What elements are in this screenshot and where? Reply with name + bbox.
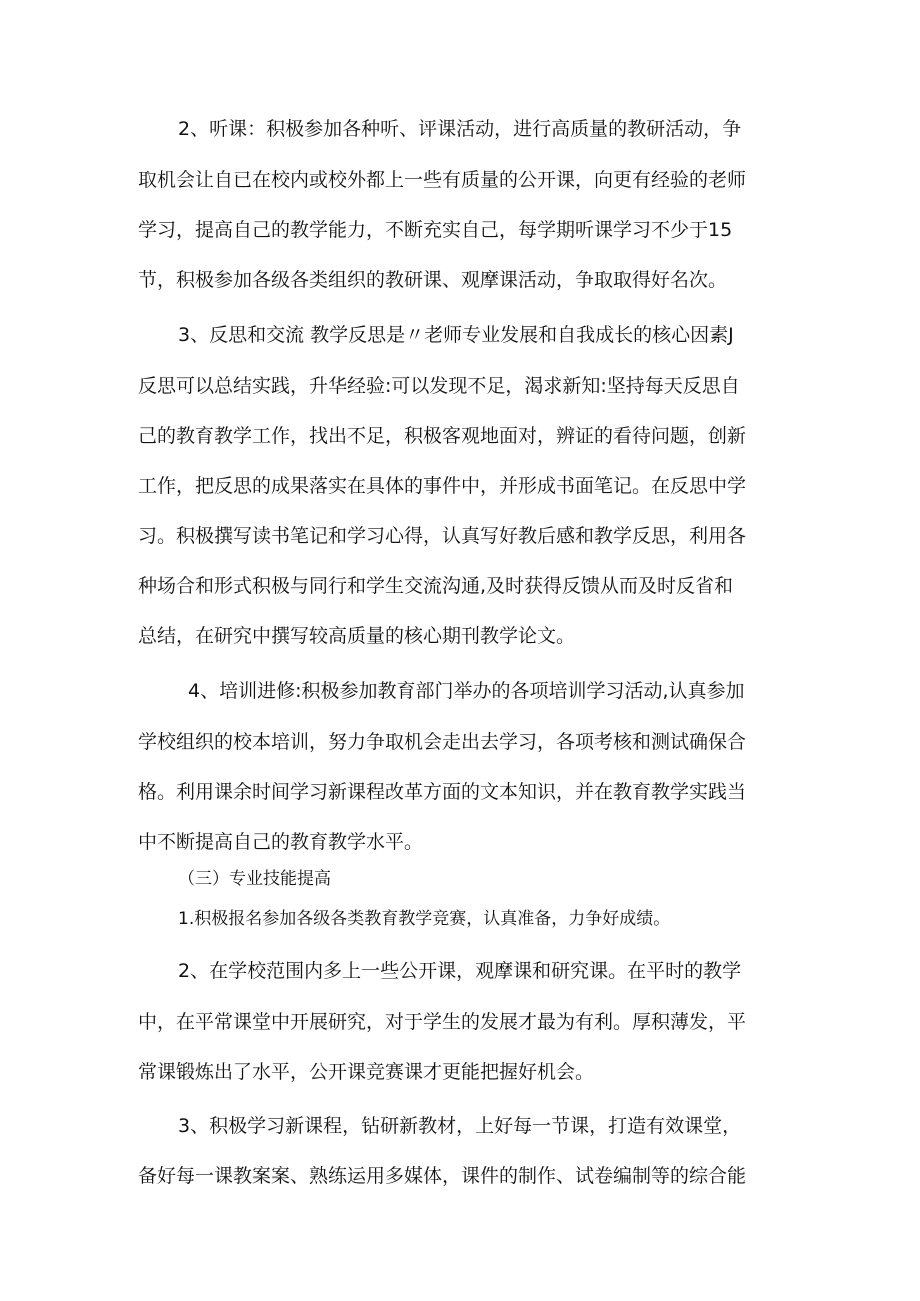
paragraph-new-curriculum-line-1: 3、积极学习新课程，钻研新教材，上好每一节课，打造有效课堂， [178,1115,742,1137]
paragraph-training-line-4: 中不断提高自己的教育教学水平。 [138,831,424,853]
paragraph-reflection-line-5: 习。积极撰写读书笔记和学习心得，认真写好教后感和教学反思，利用各 [138,525,747,547]
paragraph-reflection-line-7: 总结，在研究中撰写较高质量的核心期刊教学论文。 [138,625,576,647]
paragraph-new-curriculum-line-2: 备好每一课教案案、熟练运用多媒体，课件的制作、试卷编制等的综合能 [138,1165,747,1187]
paragraph-reflection-line-6: 种场合和形式积极与同行和学生交流沟通,及时获得反馈从而及时反省和 [138,575,734,597]
paragraph-listening-line-4: 节，积极参加各级各类组织的教研课、观摩课活动，争取取得好名次。 [138,269,728,291]
paragraph-listening-line-3: 学习，提高自己的教学能力，不断充实自己，每学期听课学习不少于15 [138,219,733,241]
paragraph-listening-line-2: 取机会让自已在校内或校外都上一些有质量的公开课，向更有经验的老师 [138,169,747,191]
paragraph-reflection-line-2: 反思可以总结实践，升华经验:可以发现不足，渴求新知:坚持每天反思自 [138,375,740,397]
paragraph-open-class-line-1: 2、在学校范围内多上一些公开课，观摩课和研究课。在平时的教学 [178,960,742,982]
paragraph-reflection-line-4: 工作，把反思的成果落实在具体的事件中，并形成书面笔记。在反思中学 [138,475,747,497]
section-heading-skills: （三）专业技能提高 [178,869,331,889]
paragraph-reflection-line-1: 3、反思和交流 教学反思是〃老师专业发展和自我成长的核心因素J [178,324,734,346]
paragraph-listening-line-1: 2、听课：积极参加各种听、评课活动，进行高质量的教研活动，争 [178,118,742,140]
paragraph-open-class-line-3: 常课锻炼出了水平，公开课竞赛课才更能把握好机会。 [138,1061,595,1083]
paragraph-reflection-line-3: 己的教育教学工作，找出不足，积极客观地面对，辨证的看待问题，创新 [138,425,747,447]
paragraph-competition-line-1: 1.积极报名参加各级各类教育教学竞赛，认真准备，力争好成绩。 [178,909,671,929]
paragraph-training-line-1: 4、培训进修:积极参加教育部门举办的各项培训学习活动,认真参加 [188,680,745,702]
paragraph-training-line-2: 学校组织的校本培训，努力争取机会走出去学习，各项考核和测试确保合 [138,731,747,753]
paragraph-training-line-3: 格。利用课余时间学习新课程改革方面的文本知识，并在教育教学实践当 [138,781,747,803]
paragraph-open-class-line-2: 中，在平常课堂中开展研究，对于学生的发展才最为有利。厚积薄发，平 [138,1011,747,1033]
